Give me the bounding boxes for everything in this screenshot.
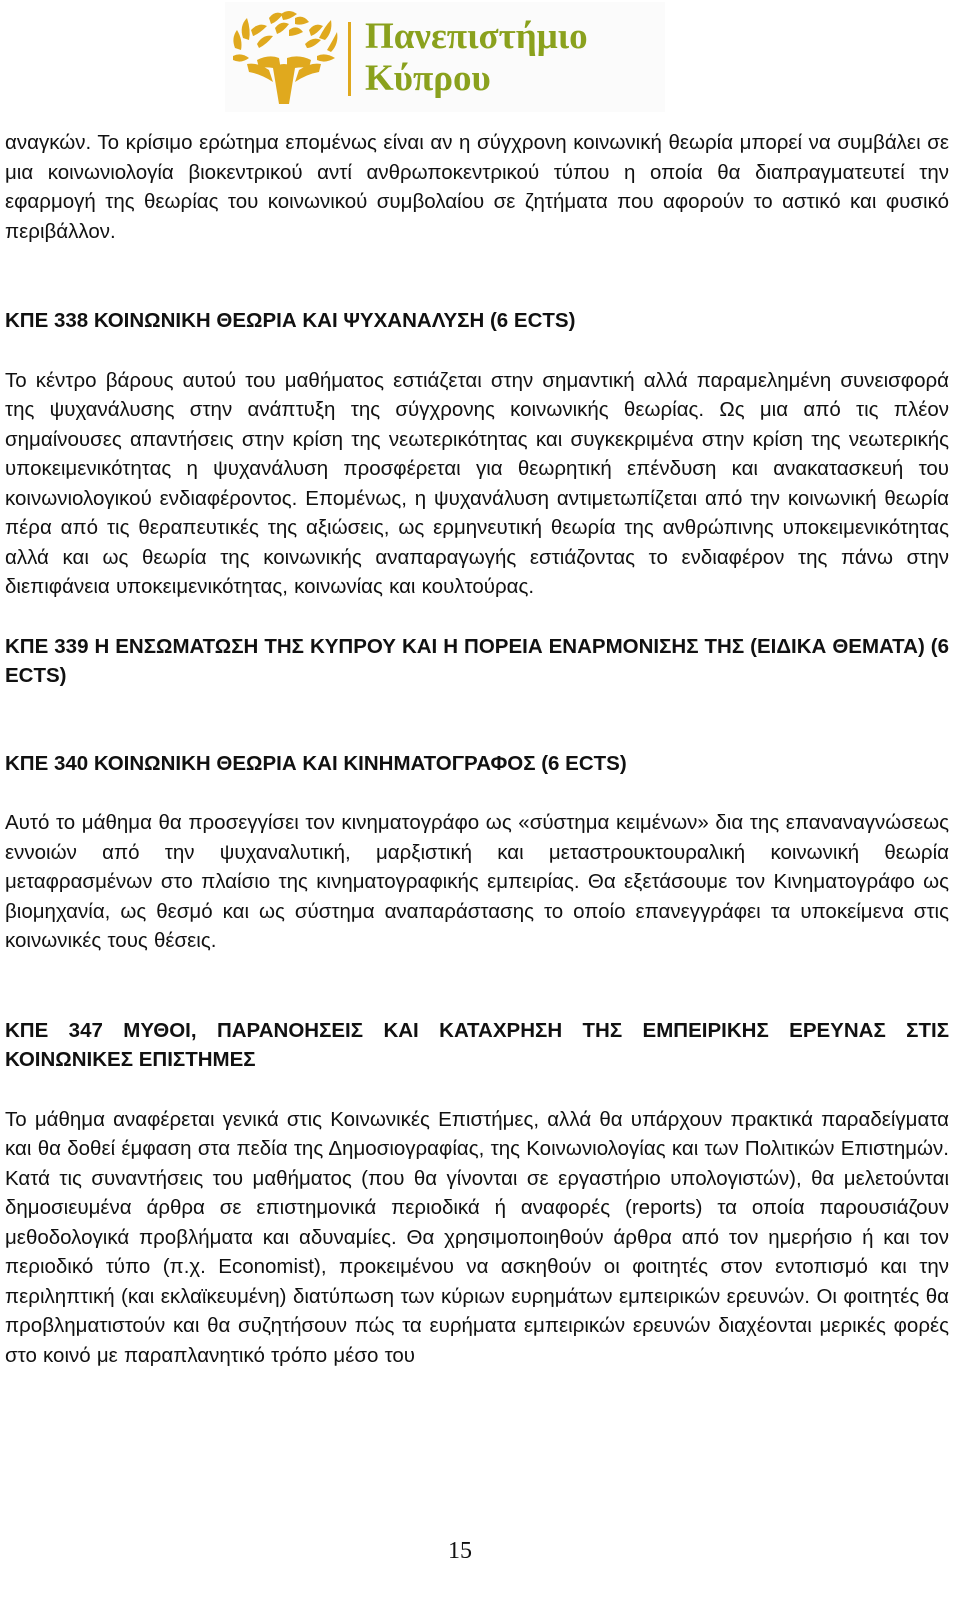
document-body [5, 128, 949, 1370]
course-title-339: ΚΠΕ 339 Η ΕΝΣΩΜΑΤΩΣΗ ΤΗΣ ΚΥΠΡΟΥ ΚΑΙ Η ΠΟΡΕΙΑ ΕΝΑΡΜΟΝΙΣΗΣ ΤΗΣ (ΕΙΔΙΚΑ ΘΕΜΑΤΑ) (6 ECTS) [5, 634, 949, 687]
page-header [225, 2, 665, 112]
course-description-338: Το κέντρο βάρους αυτού του μαθήματος εστιάζεται στην σημαντική αλλά παραμελημένη συνεισφορά της ψυχανάλυσης στην ανάπτυξη της σύγχρονης κοινωνικής θεωρίας. Ως μια από τις πλέον σημαίνουσες απαντήσεις στην κρίση της νεωτερικότητας και συγκεκριμένα στην κρίση της νεωτερικής υποκειμενικότητας η ψυχανάλυση προσφέρεται για θεωρητική επένδυση και ανακατασκευή του κοινωνιολογικού ενδιαφέροντος. Επομένως, η ψυχανάλυση αντιμετωπίζεται από την κοινωνική θεωρία πέρα από τις θεραπευτικές της αξιώσεις, ως ερμηνευτική θεωρία της ανθρώπινης υποκειμενικότητας αλλά και ως θεωρία της κοινωνικής αναπαραγωγής εστιάζοντας το ενδιαφέρον της πάνω στην διεπιφάνεια υποκειμενικότητας, κοινωνίας και κουλτούρας. [5, 368, 949, 598]
intro-paragraph: αναγκών. Το κρίσιμο ερώτημα επομένως είναι αν η σύγχρονη κοινωνική θεωρία μπορεί να συμβάλει σε μια κοινωνιολογία βιοκεντρικού αντί ανθρωποκεντρικού τύπου η οποία θα διαπραγματευτεί την εφαρμογή της θεωρίας του κοινωνικού συμβολαίου σε ζητήματα που αφορούν το αστικό και φυσικό περιβάλλον. [5, 131, 949, 243]
course-title-338: ΚΠΕ 338 ΚΟΙΝΩΝΙΚΗ ΘΕΩΡΙΑ ΚΑΙ ΨΥΧΑΝΑΛΥΣΗ (6 ECTS) [5, 309, 576, 332]
course-title-347: ΚΠΕ 347 ΜΥΘΟΙ, ΠΑΡΑΝΟΗΣΕΙΣ ΚΑΙ ΚΑΤΑΧΡΗΣΗ ΤΗΣ ΕΜΠΕΙΡΙΚΗΣ ΕΡΕΥΝΑΣ ΣΤΙΣ ΚΟΙΝΩΝΙΚΕΣ ΕΠΙΣΤΗΜΕΣ [5, 1018, 949, 1071]
university-name-line1: Πανεπιστήμιο [365, 16, 588, 57]
university-name-line2: Κύπρου [365, 58, 491, 99]
page-number: 15 [448, 1538, 472, 1564]
university-name [365, 16, 588, 100]
golden-trees-logo-icon [229, 8, 339, 104]
course-description-347: Το μάθημα αναφέρεται γενικά στις Κοινωνικές Επιστήμες, αλλά θα υπάρχουν πρακτικά παραδείγματα και θα δοθεί έμφαση στα πεδία της Δημοσιογραφίας, της Κοινωνιολογίας και των Πολιτικών Επιστημών. Κατά τις συναντήσεις του μαθήματος (που θα γίνονται σε εργαστήριο υπολογιστών), θα μελετούνται δημοσιευμένα άρθρα σε επιστημονικά περιοδικά ή αναφορές (reports) τα οποία παρουσιάζουν μεθοδολογικά προβλήματα και αδυναμίες. Θα χρησιμοποιηθούν άρθρα από τον ημερήσιο ή και τον περιοδικό τύπο (π.χ. Economist), προκειμένου να ασκηθούν οι φοιτητές στον εντοπισμό και την περιληπτική (και εκλαϊκευμένη) διατύπωση των κύριων ευρημάτων εμπειρικών ερευνών. Οι φοιτητές θα προβληματιστούν και θα συζητήσουν πώς τα ευρήματα εμπειρικών ερευνών διαχέονται μερικές φορές στο κοινό με παραπλανητικό τρόπο μέσο του [5, 1107, 949, 1367]
course-description-340: Αυτό το μάθημα θα προσεγγίσει τον κινηματογράφο ως «σύστημα κειμένων» δια της επαναναγνώσεως εννοιών από την ψυχαναλυτική, μαρξιστική και μεταστρουκτουραλική κοινωνική θεωρία μεταφρασμένων στο πλαίσιο της κινηματογραφικής εμπειρίας. Θα εξετάσουμε τον Κινηματογράφο ως βιομηχανία, ως θεσμό και ως σύστημα αναπαράστασης το οποίο επανεγγράφει τα υποκείμενα στις κοινωνικές τους θέσεις. [5, 811, 949, 952]
course-title-340: ΚΠΕ 340 ΚΟΙΝΩΝΙΚΗ ΘΕΩΡΙΑ ΚΑΙ ΚΙΝΗΜΑΤΟΓΡΑΦΟΣ (6 ECTS) [5, 751, 627, 775]
logo-divider [348, 22, 351, 96]
